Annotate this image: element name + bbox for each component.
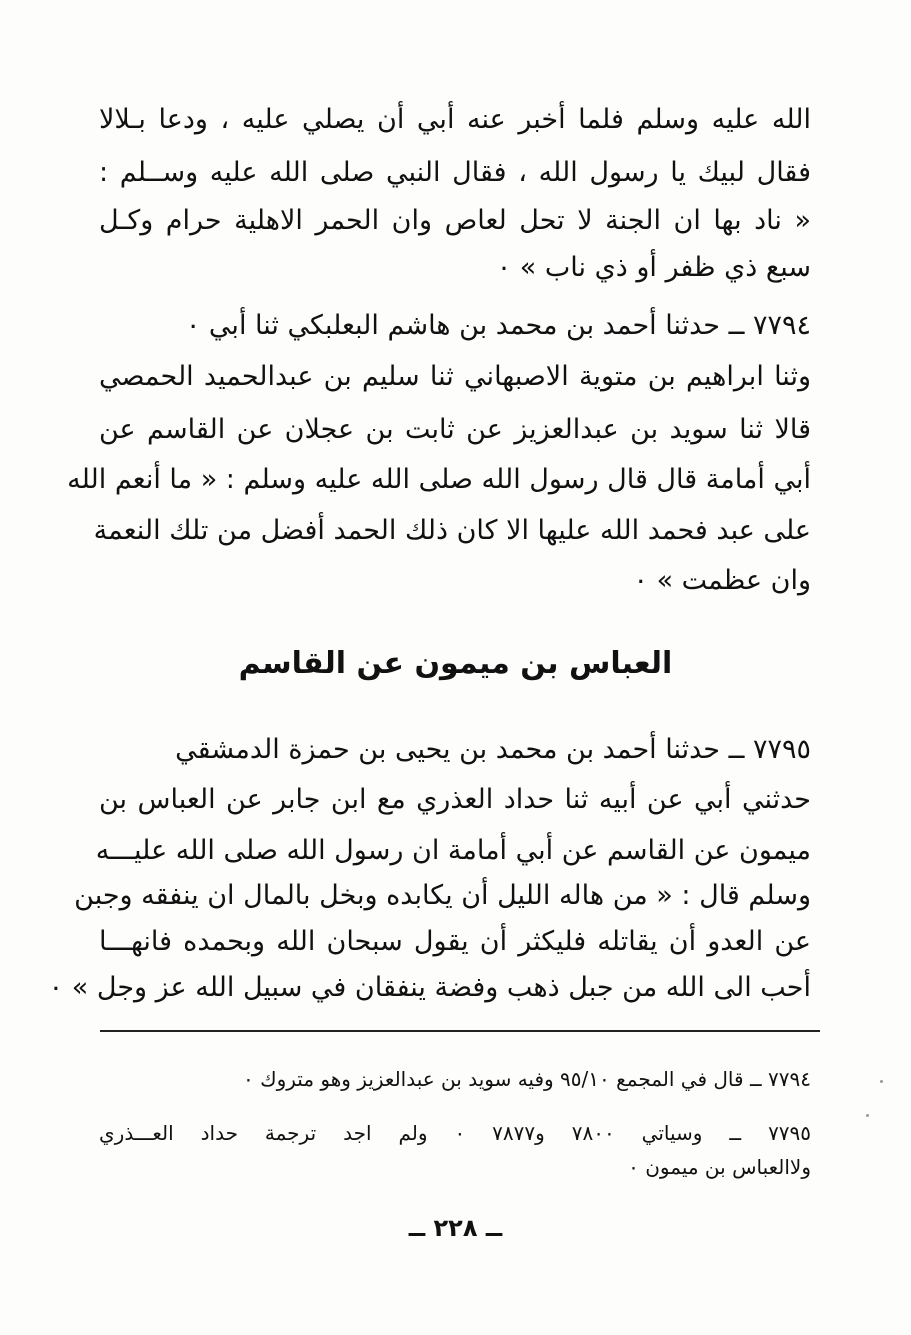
body-line: الله عليه وسلم فلما أخبر عنه أبي أن يصلي عليه ، ودعا بـلالا xyxy=(99,104,811,135)
hadith-7795-line: ميمون عن القاسم عن أبي أمامة ان رسول الله صلى الله عليـــه xyxy=(95,835,811,866)
hadith-7795-line: أحب الى الله من جبل ذهب وفضة ينفقان في سبيل الله عز وجل » ٠ xyxy=(48,972,811,1003)
hadith-7795-line: حدثني أبي عن أبيه ثنا حداد العذري مع ابن جابر عن العباس بن xyxy=(99,784,811,815)
hadith-7795-line: عن العدو أن يقاتله فليكثر أن يقول سبحان الله وبحمده فانهـــا xyxy=(99,926,811,957)
body-line: « ناد بها ان الجنة لا تحل لعاص وان الحمر الاهلية حرام وكـل xyxy=(99,205,811,236)
body-line: فقال لبيك يا رسول الله ، فقال النبي صلى الله عليه وســلم : xyxy=(99,157,811,188)
scan-speck xyxy=(866,1114,869,1117)
hadith-7794-line: على عبد فحمد الله عليها الا كان ذلك الحمد أفضل من تلك النعمة xyxy=(93,515,811,546)
hadith-7795-line: وسلم قال : « من هاله الليل أن يكابده وبخل بالمال ان ينفقه وجبن xyxy=(74,880,811,911)
hadith-7794-line: ٧٧٩٤ ــ حدثنا أحمد بن محمد بن هاشم البعلبكي ثنا أبي ٠ xyxy=(185,310,811,341)
footnote-7795: ٧٧٩٥ ــ وسياتي ٧٨٠٠ و٧٨٧٧ ٠ ولم اجد ترجمة حداد العـــذري xyxy=(99,1121,812,1145)
footnote-separator xyxy=(100,1030,820,1032)
scan-speck xyxy=(880,1080,883,1083)
body-line: سبع ذي ظفر أو ذي ناب » ٠ xyxy=(496,252,811,283)
section-heading: العباس بن ميمون عن القاسم xyxy=(238,646,673,681)
hadith-7794-line: أبي أمامة قال قال رسول الله صلى الله عليه وسلم : « ما أنعم الله xyxy=(67,464,811,495)
hadith-7794-line: وثنا ابراهيم بن متوية الاصبهاني ثنا سليم بن عبدالحميد الحمصي xyxy=(99,361,811,392)
hadith-7795-line: ٧٧٩٥ ــ حدثنا أحمد بن محمد بن يحيى بن حمزة الدمشقي xyxy=(175,734,811,765)
page-number: ــ ٢٢٨ ــ xyxy=(408,1214,503,1242)
footnote-7794: ٧٧٩٤ ــ قال في المجمع ٩٥/١٠ وفيه سويد بن عبدالعزيز وهو متروك ٠ xyxy=(243,1067,811,1091)
hadith-7794-line: وان عظمت » ٠ xyxy=(633,565,811,596)
footnote-7795-continuation: ولاالعباس بن ميمون ٠ xyxy=(628,1155,811,1179)
hadith-7794-line: قالا ثنا سويد بن عبدالعزيز عن ثابت بن عجلان عن القاسم عن xyxy=(99,414,811,445)
